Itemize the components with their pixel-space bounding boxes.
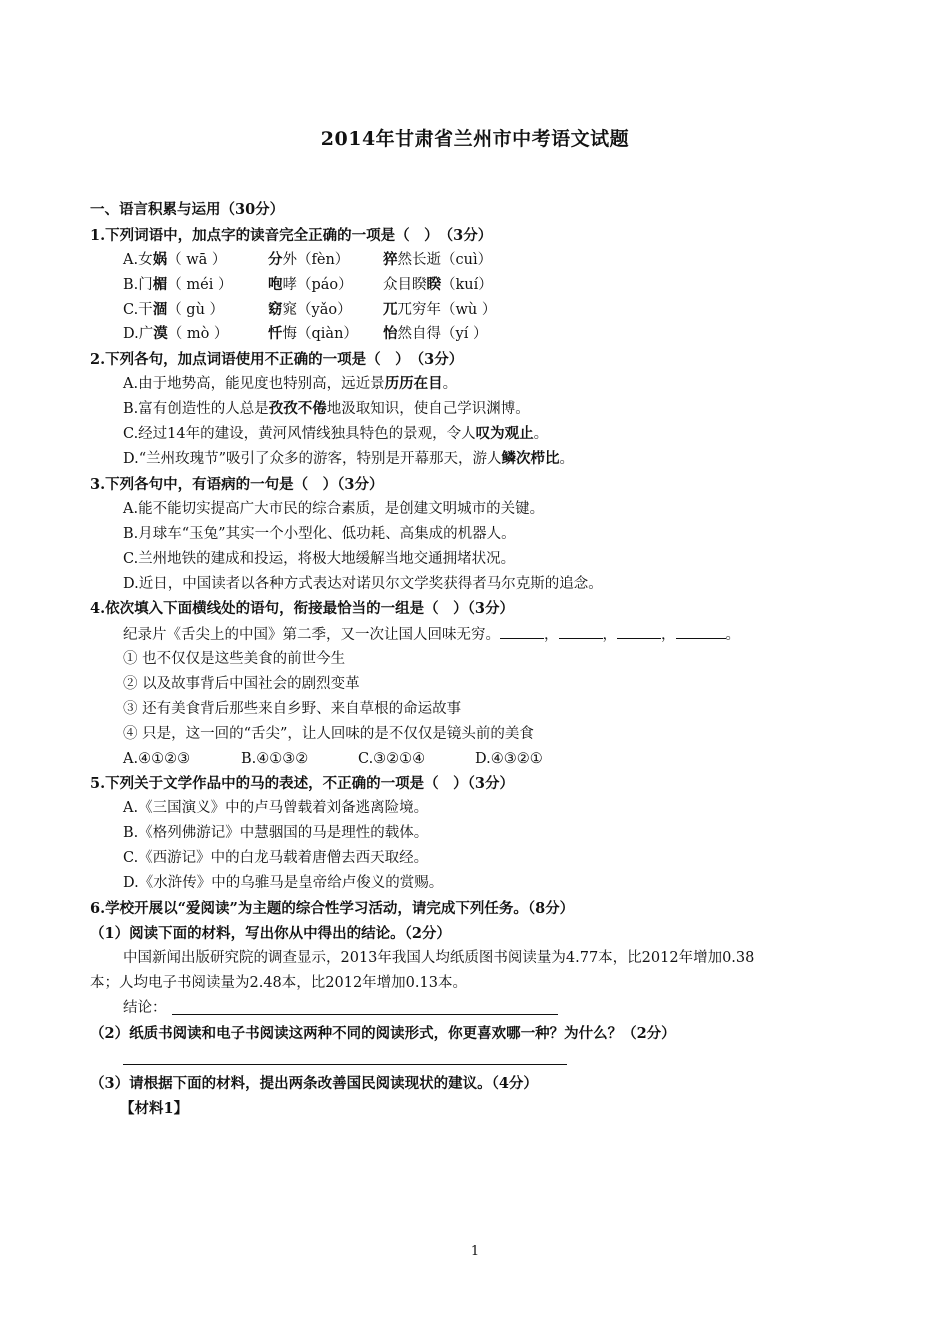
q1c-w3-rest: 兀穷年（wù ） (397, 302, 497, 318)
q1a-w3-rest: 然长逝（cuì） (397, 252, 493, 268)
q2-option-c (123, 424, 548, 444)
q6-subtask-1: （1）阅读下面的材料，写出你从中得出的结论。（2分） (90, 925, 451, 942)
q1b-w1-pre: B.门 (123, 277, 153, 293)
q1d-w2-dot: 忏 (268, 325, 283, 342)
q4-blank-3 (617, 624, 661, 639)
q6-material-line-1: 中国新闻出版研究院的调查显示，2013年我国人均纸质图书阅读量为4.77本，比2012年增加0.38 (123, 950, 755, 966)
q1a-w2-rest: 外（fèn） (282, 252, 350, 268)
q2b-text: B.富有创造性的人总是 (123, 401, 269, 417)
section-heading: 一、语言积累与运用（30分） (90, 201, 285, 218)
q5-option-a: A.《三国演义》中的卢马曾载着刘备逃离险境。 (123, 800, 429, 816)
q1d-w2-rest: 悔（qiàn） (282, 326, 358, 342)
q4-sep-2: ， (602, 627, 617, 643)
q1a-w2-dot: 分 (268, 251, 283, 268)
q2d-end: 。 (559, 451, 575, 467)
q1d-w1-pinyin: （ mò ） (167, 326, 229, 342)
q4-sep-3: ， (661, 627, 676, 643)
q1-option-c-word1 (123, 300, 224, 320)
q1c-w2-dot: 窈 (268, 301, 283, 318)
q1b-w1-dot: 楣 (152, 276, 168, 293)
q1-option-c-word3 (383, 300, 496, 320)
q1-option-b-word2 (268, 275, 353, 295)
q6-subtask-3: （3）请根据下面的材料，提出两条改善国民阅读现状的建议。（4分） (90, 1075, 538, 1092)
q1c-w2-rest: 窕（yǎo） (282, 302, 352, 318)
q2-option-d (123, 449, 574, 469)
q4-option-a: A.④①②③ (123, 751, 191, 767)
q1d-w3-dot: 怡 (383, 325, 398, 342)
q1c-w3-dot: 兀 (383, 301, 398, 318)
q2c-text: C.经过14年的建设，黄河风情线独具特色的景观，令人 (123, 426, 476, 442)
q2a-end: 。 (442, 376, 458, 392)
q4-item-3: ③ 还有美食背后那些来自乡野、来自草根的命运故事 (123, 701, 462, 717)
q1a-w1-pinyin: （ wā ） (167, 252, 227, 268)
q1c-w1-pinyin: （ gù ） (167, 302, 225, 318)
q1b-w3-pre: 众目睽 (383, 277, 427, 293)
q4-stem: 4.依次填入下面横线处的语句，衔接最恰当的一组是（ ）（3分） (90, 600, 514, 617)
q1c-w1-dot: 涸 (152, 301, 168, 318)
q1-option-d-word2 (268, 324, 358, 344)
q3-option-a: A.能不能切实提高广大市民的综合素质，是创建文明城市的关键。 (123, 501, 545, 517)
page-title: 2014年甘肃省兰州市中考语文试题 (320, 128, 630, 150)
q6-material-1-label: 【材料1】 (120, 1100, 189, 1117)
q3-option-d: D.近日，中国读者以各种方式表达对诺贝尔文学奖获得者马尔克斯的追念。 (123, 576, 603, 592)
q1d-w3-rest: 然自得（yí ） (397, 326, 488, 342)
q4-blank-4 (676, 624, 726, 639)
q2-stem: 2.下列各句，加点词语使用不正确的一项是（ ） （3分） (90, 351, 464, 368)
page-number: 1 (470, 1244, 480, 1259)
q2c-term: 叹为观止 (475, 425, 534, 442)
q1a-w1-pre: A.女 (123, 252, 153, 268)
q2d-text: D.“兰州玫瑰节”吸引了众多的游客，特别是开幕那天，游人 (123, 451, 502, 467)
q4-item-2: ② 以及故事背后中国社会的剧烈变革 (123, 676, 360, 692)
q1b-w3-pinyin: （kuí） (441, 277, 493, 293)
q6-conclusion-answer-line[interactable] (172, 1014, 558, 1015)
q6-material-line-2: 本；人均电子书阅读量为2.48本，比2012年增加0.13本。 (90, 975, 467, 991)
q4-option-b: B.④①③② (241, 751, 309, 767)
q1-option-c-word2 (268, 300, 352, 320)
q1b-w3-dot: 睽 (426, 276, 441, 293)
q1b-w1-pinyin: （ méi ） (167, 277, 233, 293)
q4-item-4: ④ 只是，这一回的“舌尖”，让人回味的是不仅仅是镜头前的美食 (123, 726, 534, 742)
q4-passage (123, 624, 740, 645)
q4-option-d: D.④③②① (475, 751, 543, 767)
q4-option-c: C.③②①④ (358, 751, 426, 767)
q3-option-b: B.月球车“玉兔”其实一个小型化、低功耗、高集成的机器人。 (123, 526, 516, 542)
q1-option-d-word3 (383, 324, 487, 344)
q2a-term: 历历在目 (384, 375, 443, 392)
q1-option-b-word3 (383, 275, 493, 295)
q5-option-d: D.《水浒传》中的乌骓马是皇帝给卢俊义的赏赐。 (123, 875, 444, 891)
q1c-w1-pre: C.干 (123, 302, 153, 318)
q1d-w1-dot: 漠 (153, 325, 168, 342)
q4-blank-1 (500, 624, 544, 639)
q1-option-d-word1 (123, 324, 228, 344)
q6-conclusion-label: 结论： (123, 1000, 167, 1016)
q2d-term: 鳞次栉比 (501, 450, 560, 467)
q4-sep-1: ， (544, 627, 559, 643)
q5-option-c: C.《西游记》中的白龙马载着唐僧去西天取经。 (123, 850, 429, 866)
q1-option-a-word3 (383, 250, 492, 270)
q2b-term: 孜孜不倦 (268, 400, 327, 417)
q3-stem: 3.下列各句中，有语病的一句是（ ）（3分） (90, 476, 384, 493)
q2c-end: 。 (533, 426, 549, 442)
q1b-w2-rest: 哮（páo） (282, 277, 353, 293)
q1d-w1-pre: D.广 (123, 326, 154, 342)
q2-option-b (123, 399, 530, 419)
q1b-w2-dot: 咆 (268, 276, 283, 293)
q2a-text: A.由于地势高，能见度也特别高，远近景 (123, 376, 385, 392)
q1-stem: 1.下列词语中，加点字的读音完全正确的一项是（ ） （3分） (90, 227, 493, 244)
q5-stem: 5.下列关于文学作品中的马的表述，不正确的一项是（ ）（3分） (90, 775, 514, 792)
q1-option-b-word1 (123, 275, 232, 295)
q6-answer-line-2[interactable] (123, 1064, 567, 1065)
q4-blank-2 (559, 624, 603, 639)
q4-intro: 纪录片《舌尖上的中国》第二季，又一次让国人回味无穷。 (123, 627, 500, 643)
q6-stem: 6.学校开展以“爱阅读”为主题的综合性学习活动，请完成下列任务。（8分） (90, 900, 575, 917)
q1a-w3-dot: 猝 (383, 251, 398, 268)
q1-option-a-word1 (123, 250, 226, 270)
q4-item-1: ① 也不仅仅是这些美食的前世今生 (123, 651, 346, 667)
q6-subtask-2: （2）纸质书阅读和电子书阅读这两种不同的阅读形式，你更喜欢哪一种？为什么？（2分） (90, 1025, 676, 1042)
q1a-w1-dot: 娲 (152, 251, 168, 268)
q1-option-a-word2 (268, 250, 349, 270)
q5-option-b: B.《格列佛游记》中慧骃国的马是理性的载体。 (123, 825, 429, 841)
q3-option-c: C.兰州地铁的建成和投运，将极大地缓解当地交通拥堵状况。 (123, 551, 516, 567)
q4-end: 。 (725, 627, 740, 643)
q2-option-a (123, 374, 457, 394)
q2b-end: 地汲取知识，使自己学识渊博。 (326, 401, 530, 417)
